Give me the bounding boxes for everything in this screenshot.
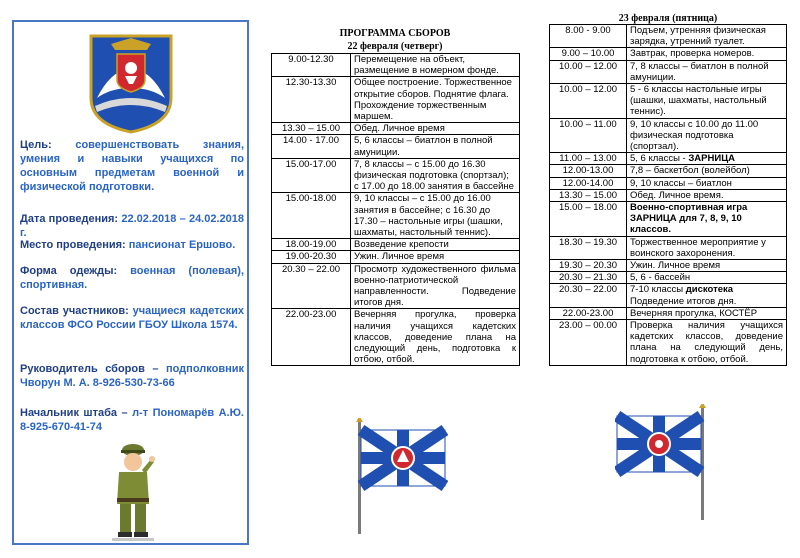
activity-cell: 7,8 – баскетбол (волейбол) <box>627 165 787 177</box>
table-row <box>272 251 520 263</box>
time-cell: 9.00 – 10.00 <box>550 48 627 60</box>
table-row <box>550 272 787 284</box>
leader-block <box>20 362 244 390</box>
place-block <box>20 238 244 252</box>
table-row <box>550 236 787 259</box>
activity-cell: 9, 10 классы с 10.00 до 11.00 физическая подготовка (спортзал). <box>627 118 787 153</box>
table-row <box>550 118 787 153</box>
time-cell: 8.00 - 9.00 <box>550 25 627 48</box>
activity-text: Вечерняя прогулка, <box>630 307 720 319</box>
day1-title: 22 февраля (четверг) <box>347 41 443 52</box>
activity-cell: Обед. Личное время <box>351 123 520 135</box>
activity-cell: Военно-спортивная игра ЗАРНИЦА для 7, 8, 9, 10 классов. <box>627 202 787 237</box>
activity-cell: Торжественное мероприятие у воинского захоронения. <box>627 236 787 259</box>
table-row <box>550 25 787 48</box>
activity-highlight: ЗАРНИЦА <box>688 153 735 165</box>
time-cell: 15.00 – 18.00 <box>550 202 627 237</box>
activity-cell: 5, 6 - бассейн <box>627 272 787 284</box>
time-cell: 10.00 – 12.00 <box>550 60 627 83</box>
activity-text: 7-10 классы <box>630 284 686 296</box>
day2-title: 23 февраля (пятница) <box>618 13 718 24</box>
activity-text: Подведение итогов дня. <box>630 295 737 307</box>
cadet-emblem-icon <box>81 28 181 136</box>
activity-cell: 9, 10 классы – биатлон <box>627 177 787 189</box>
time-cell: 20.30 – 22.00 <box>272 263 351 309</box>
table-row <box>550 260 787 272</box>
activity-cell <box>627 153 787 165</box>
dress-label: Форма одежды: <box>20 265 118 277</box>
activity-cell <box>627 307 787 319</box>
activity-cell: Проверка наличия учащихся кадетских классов, доведение плана на следующий день, подготовка к отбою, отбой. <box>627 320 787 366</box>
table-row <box>272 193 520 239</box>
activity-cell: 5 - 6 классы настольные игры (шашки, шахматы, настольный теннис). <box>627 84 787 119</box>
place-text: пансионат Ершово. <box>128 239 236 251</box>
time-cell: 20.30 – 21.30 <box>550 272 627 284</box>
activity-cell: Завтрак, проверка номеров. <box>627 48 787 60</box>
table-row <box>272 54 520 77</box>
table-row <box>550 153 787 165</box>
time-cell: 9.00-12.30 <box>272 54 351 77</box>
activity-cell: 9, 10 классы – с 15.00 до 16.00 занятия в бассейне; с 16.30 до 17.30 – настольные игры (шашки, шахматы, настольный теннис). <box>351 193 520 239</box>
activity-highlight: дискотека <box>685 284 734 296</box>
cadet-flag-icon <box>352 418 448 536</box>
activity-cell: 7, 8 классы – биатлон в полной амуниции. <box>627 60 787 83</box>
members-text: учащиеся кадетских классов ФСО России ГБОУ Школа 1574. <box>20 305 245 331</box>
day2-schedule-table <box>549 24 787 366</box>
dress-block <box>20 264 244 292</box>
date-text: 22.02.2018 – 24.02.2018 г. <box>20 213 245 239</box>
activity-cell: Ужин. Личное время <box>351 251 520 263</box>
date-label: Дата проведения: <box>20 213 119 225</box>
time-cell: 10.00 – 12.00 <box>550 84 627 119</box>
activity-cell: 5, 6 классы – биатлон в полной амуниции. <box>351 135 520 158</box>
time-cell: 22.00-23.00 <box>550 307 627 319</box>
time-cell: 15.00-18.00 <box>272 193 351 239</box>
time-cell: 12.30-13.30 <box>272 77 351 123</box>
activity-cell <box>627 284 787 307</box>
time-cell: 14.00 - 17.00 <box>272 135 351 158</box>
activity-cell: Просмотр художественного фильма военно-патриотической направленности. Подведение итогов дня. <box>351 263 520 309</box>
table-row <box>272 77 520 123</box>
table-row <box>272 135 520 158</box>
chief-block <box>20 406 244 434</box>
table-row <box>550 84 787 119</box>
table-row <box>550 60 787 83</box>
activity-cell: Подъем, утренняя физическая зарядка, утренний туалет. <box>627 25 787 48</box>
time-cell: 18.00-19.00 <box>272 239 351 251</box>
activity-highlight: КОСТЁР <box>719 307 758 319</box>
activity-text: 5, 6 классы - <box>630 153 689 165</box>
time-cell: 13.30 – 15.00 <box>550 189 627 201</box>
time-cell: 11.00 – 13.00 <box>550 153 627 165</box>
time-cell: 10.00 – 11.00 <box>550 118 627 153</box>
table-row <box>550 177 787 189</box>
activity-cell: Ужин. Личное время <box>627 260 787 272</box>
time-cell: 19.30 – 20.30 <box>550 260 627 272</box>
activity-cell: Обед. Личное время. <box>627 189 787 201</box>
time-cell: 15.00-17.00 <box>272 158 351 193</box>
program-header <box>270 27 520 53</box>
leader-text: подполковник Чворун М. А. 8-926-530-73-66 <box>20 363 244 389</box>
table-row <box>550 320 787 366</box>
saluting-soldier-icon <box>110 442 156 542</box>
table-row <box>550 189 787 201</box>
program-title: ПРОГРАММА СБОРОВ <box>339 28 451 39</box>
time-cell: 12.00-13.00 <box>550 165 627 177</box>
chief-label: Начальник штаба – <box>20 407 128 419</box>
table-row <box>550 284 787 307</box>
table-row <box>272 123 520 135</box>
time-cell: 12.00-14.00 <box>550 177 627 189</box>
time-cell: 23.00 – 00.00 <box>550 320 627 366</box>
table-row <box>550 48 787 60</box>
time-cell: 13.30 – 15.00 <box>272 123 351 135</box>
dress-text: военная (полевая), спортивная. <box>20 265 245 291</box>
place-label: Место проведения: <box>20 239 126 251</box>
leader-label: Руководитель сборов – <box>20 363 159 375</box>
table-row <box>272 263 520 309</box>
table-row <box>550 202 787 237</box>
activity-cell: Возведение крепости <box>351 239 520 251</box>
table-row <box>272 239 520 251</box>
members-label: Состав участников: <box>20 305 129 317</box>
goal-text: совершенствовать знания, умения и навыки учащихся по основным предметам военной и физической подготовки. <box>20 139 244 193</box>
time-cell: 19.00-20.30 <box>272 251 351 263</box>
activity-cell: 7, 8 классы – с 15.00 до 16.30 физическая подготовка (спортзал); с 17.00 до 18.00 занятия в бассейне <box>351 158 520 193</box>
members-block <box>20 304 244 332</box>
date-block <box>20 212 244 240</box>
table-row <box>272 309 520 366</box>
table-row <box>272 158 520 193</box>
chief-text: л-т Пономарёв А.Ю. 8-925-670-41-74 <box>20 407 244 433</box>
goal-block <box>20 138 244 194</box>
time-cell: 18.30 – 19.30 <box>550 236 627 259</box>
activity-cell: Вечерняя прогулка, проверка наличия учащихся кадетских классов, доведение плана на следующий день, подготовка к отбою, отбой. <box>351 309 520 366</box>
activity-cell: Перемещение на объект, размещение в номерном фонде. <box>351 54 520 77</box>
cadet-flag-icon <box>615 404 711 522</box>
time-cell: 20.30 – 22.00 <box>550 284 627 307</box>
table-row <box>550 307 787 319</box>
info-panel <box>12 20 249 545</box>
goal-label: Цель: <box>20 139 52 151</box>
activity-cell: Общее построение. Торжественное открытие сборов. Поднятие флага. Прохождение торжественным маршем. <box>351 77 520 123</box>
day1-schedule-table <box>271 53 520 366</box>
table-row <box>550 165 787 177</box>
time-cell: 22.00-23.00 <box>272 309 351 366</box>
